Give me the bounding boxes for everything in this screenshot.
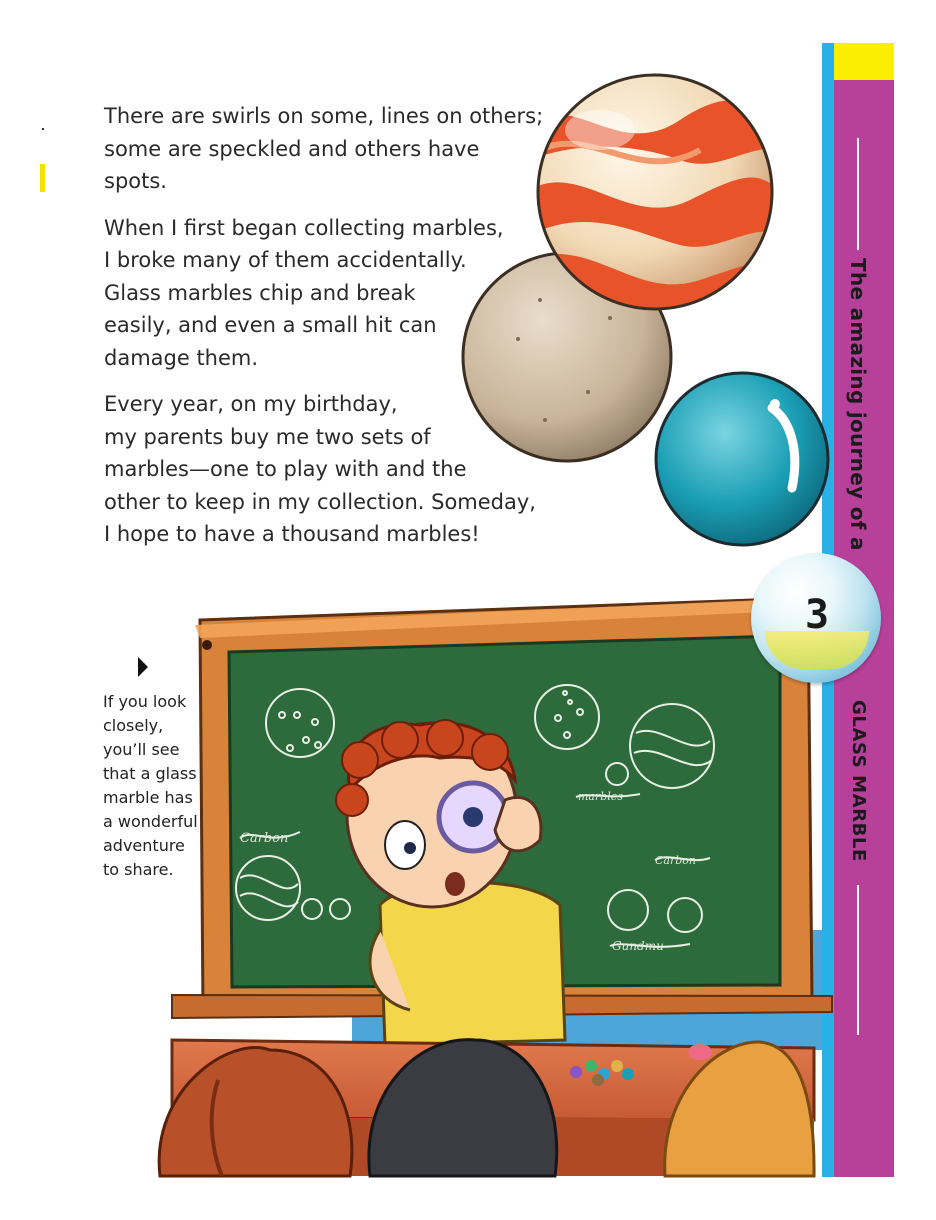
glass-marble-icon — [656, 373, 828, 545]
paragraph-2 — [104, 212, 544, 375]
text-line: my parents buy me two sets of — [104, 424, 431, 449]
text-line: easily, and even a small hit can — [104, 313, 437, 337]
caption-line: marble has — [103, 788, 193, 807]
caption-line: closely, — [103, 716, 164, 735]
spine-book-title: The amazing journey of a — [846, 258, 870, 551]
caption-line: a wonderful — [103, 812, 198, 831]
side-caption — [103, 690, 213, 882]
caption-arrow-icon — [138, 657, 148, 677]
paragraph-3 — [104, 388, 544, 551]
caption-line: to share. — [103, 860, 174, 879]
students — [159, 1040, 814, 1176]
text-line: Every year, on my birthday, — [104, 392, 398, 416]
chalk-label: marbles — [578, 790, 623, 803]
page-number: 3 — [804, 592, 830, 638]
caption-line: you’ll see — [103, 740, 180, 759]
text-line: Glass marbles chip and break — [104, 280, 416, 305]
spine-book-subtitle: GLASS MARBLE — [848, 700, 869, 862]
paragraph-1 — [104, 100, 544, 198]
text-line: I broke many of them accidentally. — [104, 248, 467, 272]
caption-line: If you look — [103, 692, 187, 711]
caption-line: adventure — [103, 836, 185, 855]
text-line: other to keep in my collection. Someday, — [104, 489, 536, 514]
text-line: damage them. — [104, 345, 259, 370]
text-line: marbles—one to play with and the — [104, 457, 467, 481]
story-text — [104, 100, 544, 565]
text-line: I hope to have a thousand marbles! — [104, 522, 480, 546]
text-line: When I first began collecting marbles, — [104, 215, 504, 240]
text-line: some are speckled and others have — [104, 136, 480, 161]
chalk-label: Carbon — [240, 831, 289, 846]
chalk-label: Carbon — [655, 854, 696, 867]
text-line: There are swirls on some, lines on others; — [104, 104, 544, 128]
text-line: spots. — [104, 169, 167, 193]
chalk-label: Gundmu — [612, 939, 664, 953]
caption-line: that a glass — [103, 764, 197, 783]
